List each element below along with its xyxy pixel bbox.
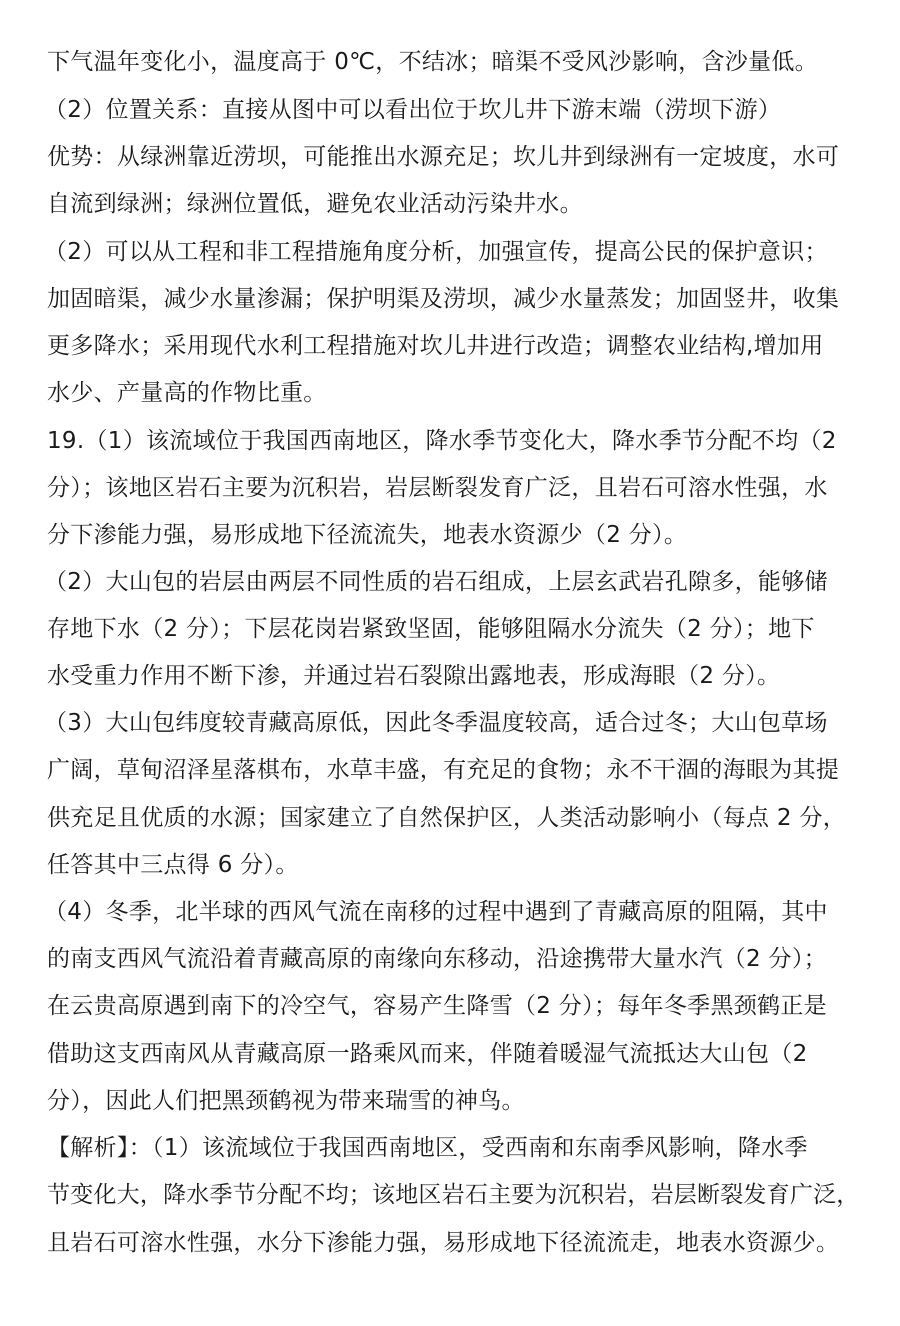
text-line: （3）大山包纬度较青藏高原低，因此冬季温度较高，适合过冬；大山包草场 xyxy=(44,710,828,736)
text-line: （2）大山包的岩层由两层不同性质的岩石组成，上层玄武岩孔隙多，能够储 xyxy=(44,569,828,595)
text-line: 下气温年变化小，温度高于 0℃，不结冰；暗渠不受风沙影响，含沙量低。 xyxy=(47,49,818,75)
text-line: 加固暗渠，减少水量渗漏；保护明渠及涝坝，减少水量蒸发；加固竖井，收集 xyxy=(47,286,840,312)
text-line: 19.（1）该流域位于我国西南地区，降水季节变化大，降水季节分配不均（2 xyxy=(47,428,837,454)
text-line: （4）冬季，北半球的西风气流在南移的过程中遇到了青藏高原的阻隔，其中 xyxy=(44,899,828,925)
text-line: 且岩石可溶水性强，水分下渗能力强，易形成地下径流流走，地表水资源少。 xyxy=(47,1230,840,1256)
text-line: 广阔，草甸沼泽星落棋布，水草丰盛，有充足的食物；永不干涸的海眼为其提 xyxy=(47,757,840,783)
text-line: 供充足且优质的水源；国家建立了自然保护区，人类活动影响小（每点 2 分， xyxy=(47,805,847,831)
text-line: 分下渗能力强，易形成地下径流流失，地表水资源少（2 分）。 xyxy=(47,522,688,548)
text-line: 更多降水；采用现代水利工程措施对坎儿井进行改造；调整农业结构,增加用 xyxy=(47,333,824,359)
text-line: 水受重力作用不断下渗，并通过岩石裂隙出露地表，形成海眼（2 分）。 xyxy=(47,663,781,689)
text-line: 在云贵高原遇到南下的冷空气，容易产生降雪（2 分）；每年冬季黑颈鹤正是 xyxy=(47,993,827,1019)
text-line: 分）；该地区岩石主要为沉积岩，岩层断裂发育广泛，且岩石可溶水性强，水 xyxy=(47,475,828,501)
text-line: 任答其中三点得 6 分）。 xyxy=(47,852,299,878)
text-line: 节变化大，降水季节分配不均；该地区岩石主要为沉积岩，岩层断裂发育广泛， xyxy=(47,1182,860,1208)
text-line: （2）位置关系：直接从图中可以看出位于坎儿井下游末端（涝坝下游） xyxy=(44,97,782,123)
text-line: （2）可以从工程和非工程措施角度分析，加强宣传，提高公民的保护意识； xyxy=(44,239,828,265)
text-line: 存地下水（2 分）；下层花岗岩紧致坚固，能够阻隔水分流失（2 分）；地下 xyxy=(47,616,815,642)
text-line: 分），因此人们把黑颈鹤视为带来瑞雪的神鸟。 xyxy=(47,1088,525,1114)
text-line: 【解析】：（1）该流域位于我国西南地区，受西南和东南季风影响，降水季 xyxy=(47,1135,808,1161)
text-line: 的南支西风气流沿着青藏高原的南缘向东移动，沿途携带大量水汽（2 分）； xyxy=(47,946,827,972)
text-line: 优势：从绿洲靠近涝坝，可能推出水源充足；坎儿井到绿洲有一定坡度，水可 xyxy=(47,144,840,170)
text-line: 水少、产量高的作物比重。 xyxy=(47,380,327,406)
text-line: 借助这支西南风从青藏高原一路乘风而来，伴随着暖湿气流抵达大山包（2 xyxy=(47,1041,808,1067)
text-line: 自流到绿洲；绿洲位置低，避免农业活动污染井水。 xyxy=(47,191,583,217)
